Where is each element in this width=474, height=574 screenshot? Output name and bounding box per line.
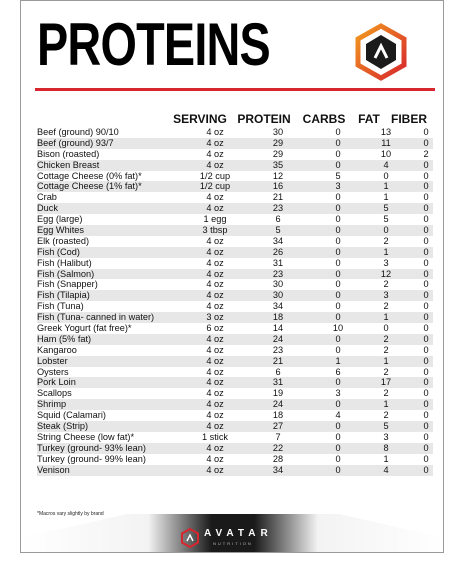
fiber-cell: 0 [423,257,429,268]
protein-cell: 34 [272,464,284,475]
protein-cell: 31 [272,377,284,388]
fiber-cell: 0 [423,431,429,442]
header-fat: FAT [358,112,380,126]
fat-cell: 1 [383,181,389,192]
carbs-cell: 0 [335,127,341,137]
protein-cell: 23 [272,344,284,355]
food-name-cell: Egg (large) [37,214,83,225]
table-row [37,388,433,399]
fiber-cell: 0 [423,323,429,334]
fiber-cell: 0 [423,301,429,312]
header-protein: PROTEIN [237,112,291,126]
title-underline [35,88,435,91]
food-name-cell: Fish (Tuna) [37,301,84,312]
fiber-cell: 0 [423,421,429,432]
food-name-cell: Chicken Breast [37,159,100,170]
food-name-cell: String Cheese (low fat)* [37,431,135,442]
food-name-cell: Greek Yogurt (fat free)* [37,323,132,334]
carbs-cell: 0 [335,344,341,355]
serving-cell: 1 stick [201,431,229,442]
serving-cell: 4 oz [206,410,224,421]
protein-cell: 21 [272,355,284,366]
food-name-cell: Lobster [37,355,68,366]
food-name-cell: Cottage Cheese (0% fat)* [37,170,142,181]
food-name-cell: Turkey (ground- 99% lean) [37,453,146,464]
table-row [37,301,433,312]
fat-cell: 1 [383,453,389,464]
carbs-cell: 0 [335,377,341,388]
fiber-cell: 0 [423,127,429,137]
food-name-cell: Pork Loin [37,377,76,388]
serving-cell: 4 oz [206,333,224,344]
fat-cell: 10 [380,148,392,159]
fiber-cell: 0 [423,137,429,148]
carbs-cell: 6 [335,366,341,377]
protein-cell: 6 [275,214,281,225]
protein-cell: 14 [272,323,284,334]
food-name-cell: Bison (roasted) [37,148,100,159]
carbs-cell: 0 [335,268,341,279]
table-row [37,421,433,432]
table-row [37,377,433,388]
table-row [37,312,433,323]
serving-cell: 4 oz [206,442,224,453]
table-row [37,465,433,476]
fiber-cell: 0 [423,442,429,453]
food-name-cell: Shrimp [37,399,67,410]
fiber-cell: 0 [423,355,429,366]
brand-subtitle: NUTRITION [213,541,253,546]
table-row [37,149,433,160]
fiber-cell: 0 [423,377,429,388]
table-row [37,160,433,171]
food-name-cell: Beef (ground) 93/7 [37,137,114,148]
fat-cell: 1 [383,246,389,257]
fiber-cell: 0 [423,410,429,421]
table-row [37,127,433,138]
fiber-cell: 0 [423,181,429,192]
fat-cell: 3 [383,431,389,442]
fiber-cell: 0 [423,290,429,301]
fat-cell: 1 [383,399,389,410]
food-name-cell: Beef (ground) 90/10 [37,127,119,137]
header-serving: SERVING [173,112,227,126]
food-name-cell: Squid (Calamari) [37,410,106,421]
document-page [20,0,444,553]
protein-cell: 30 [272,290,284,301]
fat-cell: 1 [383,355,389,366]
table-row [37,432,433,443]
fat-cell: 5 [383,421,389,432]
serving-cell: 4 oz [206,192,224,203]
food-name-cell: Kangaroo [37,344,77,355]
fat-cell: 4 [383,159,389,170]
protein-table [37,127,433,476]
protein-cell: 7 [275,431,281,442]
table-row [37,367,433,378]
protein-cell: 26 [272,246,284,257]
serving-cell: 4 oz [206,127,224,137]
fiber-cell: 0 [423,235,429,246]
serving-cell: 4 oz [206,279,224,290]
fiber-cell: 0 [423,246,429,257]
serving-cell: 4 oz [206,137,224,148]
fat-cell: 2 [383,235,389,246]
brand-name: AVATAR [204,528,273,539]
carbs-cell: 1 [335,355,341,366]
table-row [37,181,433,192]
carbs-cell: 0 [335,464,341,475]
serving-cell: 4 oz [206,235,224,246]
table-row [37,247,433,258]
protein-cell: 18 [272,410,284,421]
carbs-cell: 0 [335,301,341,312]
table-row [37,214,433,225]
fiber-cell: 0 [423,399,429,410]
serving-cell: 4 oz [206,268,224,279]
fiber-cell: 0 [423,203,429,214]
serving-cell: 1/2 cup [199,170,231,181]
table-row [37,171,433,182]
protein-cell: 24 [272,399,284,410]
carbs-cell: 0 [335,246,341,257]
protein-cell: 29 [272,148,284,159]
food-name-cell: Fish (Snapper) [37,279,98,290]
food-name-cell: Fish (Tilapia) [37,290,90,301]
food-name-cell: Cottage Cheese (1% fat)* [37,181,142,192]
serving-cell: 4 oz [206,464,224,475]
serving-cell: 4 oz [206,453,224,464]
table-row [37,345,433,356]
table-row [37,236,433,247]
fiber-cell: 0 [423,225,429,236]
protein-cell: 27 [272,421,284,432]
fat-cell: 0 [383,323,389,334]
serving-cell: 4 oz [206,290,224,301]
protein-cell: 5 [275,225,281,236]
serving-cell: 4 oz [206,301,224,312]
table-row [37,323,433,334]
serving-cell: 4 oz [206,399,224,410]
carbs-cell: 0 [335,257,341,268]
table-row [37,138,433,149]
page-title: PROTEINS [37,11,271,78]
carbs-cell: 0 [335,290,341,301]
carbs-cell: 0 [335,137,341,148]
carbs-cell: 0 [335,214,341,225]
food-name-cell: Crab [37,192,57,203]
fat-cell: 1 [383,192,389,203]
serving-cell: 4 oz [206,203,224,214]
fat-cell: 2 [383,410,389,421]
protein-cell: 6 [275,366,281,377]
table-row [37,454,433,465]
fat-cell: 2 [383,388,389,399]
fat-cell: 1 [383,312,389,323]
fat-cell: 2 [383,301,389,312]
carbs-cell: 0 [335,148,341,159]
carbs-cell: 0 [335,192,341,203]
carbs-cell: 0 [335,235,341,246]
serving-cell: 4 oz [206,366,224,377]
serving-cell: 4 oz [206,246,224,257]
serving-cell: 4 oz [206,344,224,355]
serving-cell: 3 tbsp [202,225,228,236]
footer-hexagon-logo-icon [181,528,199,548]
fat-cell: 12 [380,268,392,279]
food-name-cell: Venison [37,464,70,475]
table-row [37,410,433,421]
carbs-cell: 0 [335,421,341,432]
food-name-cell: Fish (Cod) [37,246,80,257]
food-name-cell: Elk (roasted) [37,235,90,246]
protein-cell: 29 [272,137,284,148]
carbs-cell: 0 [335,431,341,442]
fat-cell: 2 [383,366,389,377]
food-name-cell: Oysters [37,366,69,377]
fiber-cell: 0 [423,312,429,323]
protein-cell: 21 [272,192,284,203]
protein-cell: 28 [272,453,284,464]
carbs-cell: 4 [335,410,341,421]
fiber-cell: 0 [423,268,429,279]
table-row [37,399,433,410]
protein-cell: 24 [272,333,284,344]
protein-cell: 35 [272,159,284,170]
food-name-cell: Turkey (ground- 93% lean) [37,442,146,453]
fiber-cell: 0 [423,170,429,181]
carbs-cell: 0 [335,203,341,214]
protein-cell: 22 [272,442,284,453]
header-fiber: FIBER [391,112,427,126]
table-row [37,203,433,214]
fat-cell: 4 [383,464,389,475]
table-row [37,443,433,454]
serving-cell: 4 oz [206,257,224,268]
fiber-cell: 0 [423,192,429,203]
carbs-cell: 3 [335,181,341,192]
carbs-cell: 3 [335,388,341,399]
fat-cell: 3 [383,257,389,268]
fiber-cell: 0 [423,333,429,344]
fat-cell: 11 [381,137,391,148]
carbs-cell: 0 [335,442,341,453]
footnote: *Macros vary slightly by brand [37,511,104,517]
table-row [37,334,433,345]
carbs-cell: 0 [335,159,341,170]
table-row [37,269,433,280]
fiber-cell: 0 [423,453,429,464]
table-row [37,192,433,203]
serving-cell: 1/2 cup [199,181,231,192]
table-row [37,258,433,269]
carbs-cell: 0 [335,312,341,323]
food-name-cell: Duck [37,203,58,214]
serving-cell: 4 oz [206,159,224,170]
fiber-cell: 2 [423,148,429,159]
protein-cell: 16 [272,181,284,192]
protein-cell: 18 [272,312,284,323]
food-name-cell: Egg Whites [37,225,84,236]
carbs-cell: 0 [335,453,341,464]
fiber-cell: 0 [423,159,429,170]
table-row [37,356,433,367]
fat-cell: 17 [380,377,392,388]
fat-cell: 0 [383,170,389,181]
table-row [37,279,433,290]
serving-cell: 6 oz [206,323,224,334]
serving-cell: 4 oz [206,421,224,432]
carbs-cell: 0 [335,333,341,344]
fiber-cell: 0 [423,388,429,399]
fat-cell: 3 [383,290,389,301]
fiber-cell: 0 [423,214,429,225]
protein-cell: 23 [272,268,284,279]
food-name-cell: Fish (Salmon) [37,268,95,279]
serving-cell: 1 egg [203,214,227,225]
header-carbs: CARBS [302,112,346,126]
food-name-cell: Steak (Strip) [37,421,89,432]
fat-cell: 5 [383,214,389,225]
protein-cell: 12 [272,170,284,181]
carbs-cell: 0 [335,279,341,290]
fiber-cell: 0 [423,464,429,475]
carbs-cell: 5 [335,170,341,181]
serving-cell: 3 oz [206,312,224,323]
protein-cell: 34 [272,235,284,246]
carbs-cell: 10 [332,323,344,334]
serving-cell: 4 oz [206,388,224,399]
protein-cell: 23 [272,203,284,214]
table-row [37,225,433,236]
carbs-cell: 0 [335,225,341,236]
fat-cell: 13 [380,127,392,137]
food-name-cell: Scallops [37,388,72,399]
fiber-cell: 0 [423,366,429,377]
food-name-cell: Fish (Halibut) [37,257,92,268]
protein-cell: 31 [272,257,284,268]
fat-cell: 2 [383,333,389,344]
fat-cell: 5 [383,203,389,214]
hexagon-a-logo-icon [355,23,407,81]
carbs-cell: 0 [335,399,341,410]
fat-cell: 8 [383,442,389,453]
food-name-cell: Fish (Tuna- canned in water) [37,312,155,323]
fiber-cell: 0 [423,344,429,355]
fat-cell: 0 [383,225,389,236]
protein-cell: 30 [272,127,284,137]
food-name-cell: Ham (5% fat) [37,333,92,344]
protein-cell: 30 [272,279,284,290]
serving-cell: 4 oz [206,377,224,388]
protein-cell: 34 [272,301,284,312]
table-row [37,290,433,301]
fiber-cell: 0 [423,279,429,290]
serving-cell: 4 oz [206,355,224,366]
protein-cell: 19 [272,388,284,399]
fat-cell: 2 [383,344,389,355]
fat-cell: 2 [383,279,389,290]
serving-cell: 4 oz [206,148,224,159]
